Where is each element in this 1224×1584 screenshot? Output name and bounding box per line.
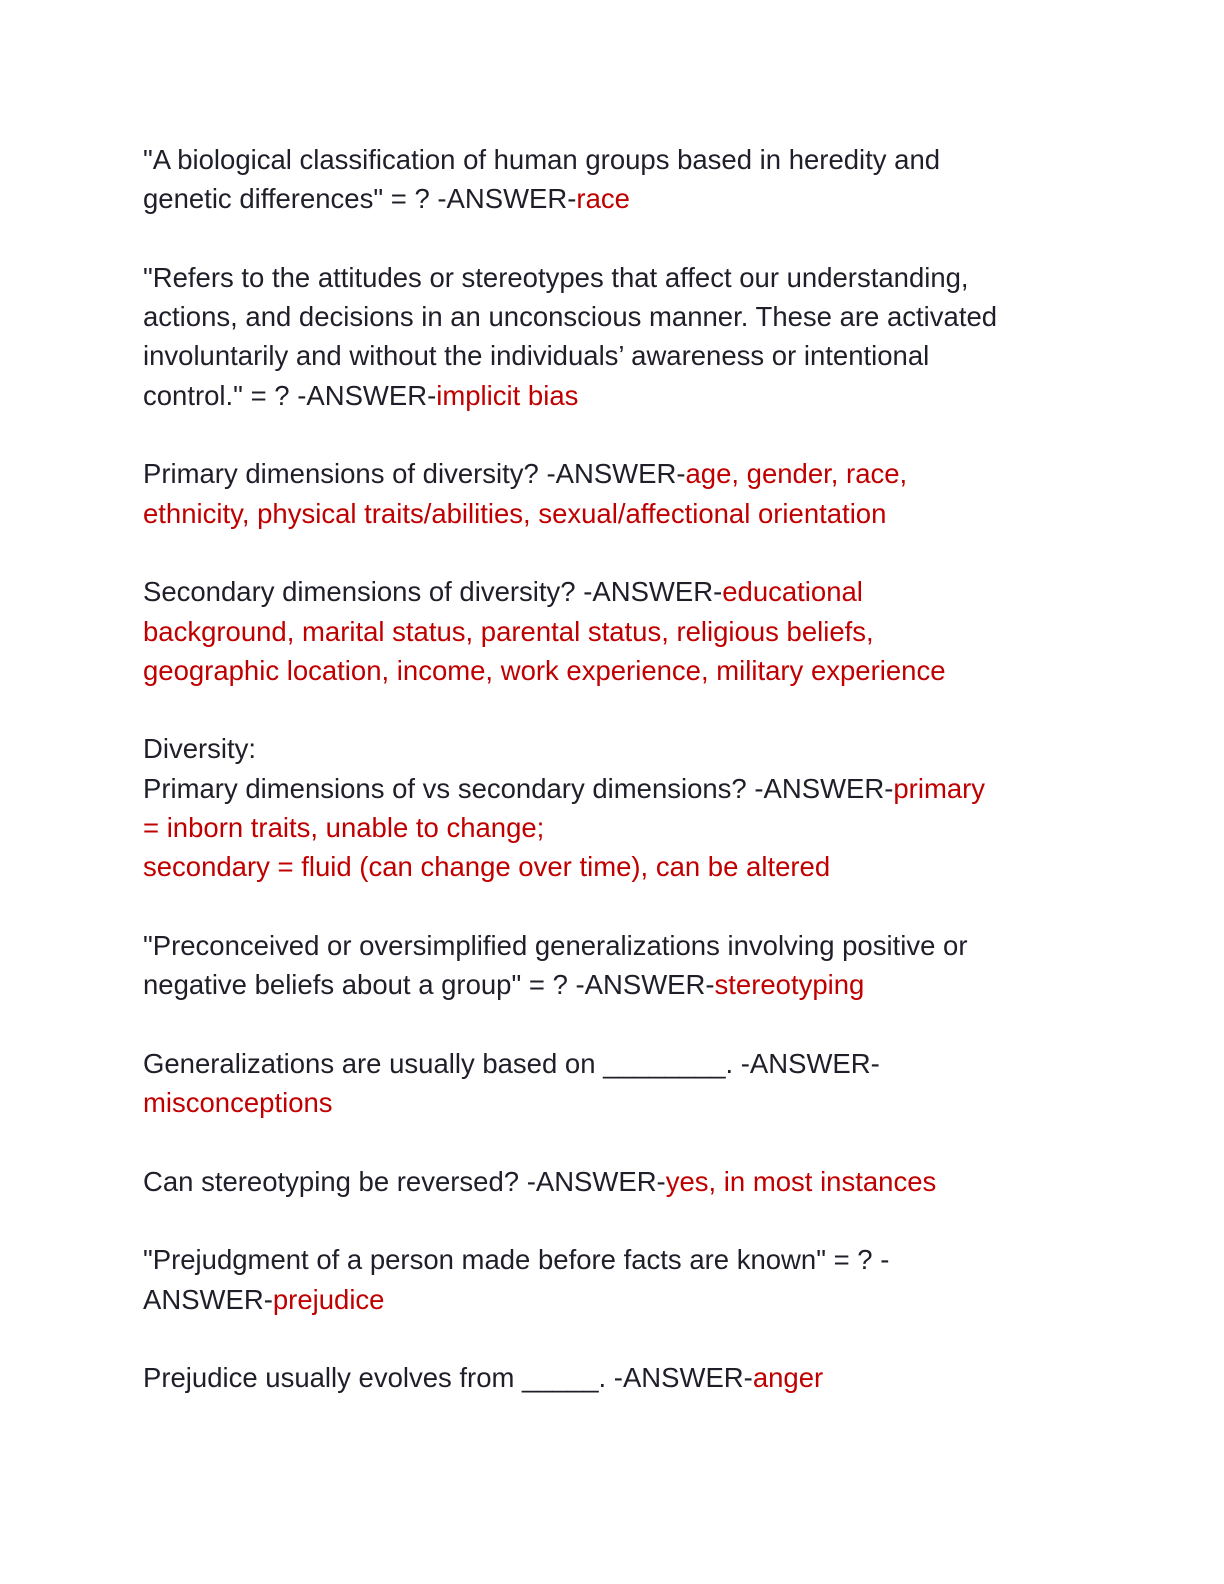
answer-text: yes, in most instances [665,1165,937,1197]
qa-item [143,1358,1083,1397]
text-line [143,494,1083,533]
qa-item [143,1162,1083,1201]
answer-text: educational [722,576,863,608]
answer-text: geographic location, income, work experience, military experience [143,654,946,686]
qa-item [143,140,1083,219]
qa-item [143,454,1083,533]
qa-item [143,258,1083,415]
text-line [143,140,1083,179]
text-line [143,1280,1083,1319]
answer-text: implicit bias [436,379,579,411]
question-text: negative beliefs about a group" = ? -ANSWER- [143,969,715,1001]
question-text: Generalizations are usually based on ________. -ANSWER- [143,1047,880,1079]
text-line [143,258,1083,297]
question-text: "Prejudgment of a person made before facts are known" = ? - [143,1244,890,1276]
answer-text: stereotyping [714,969,865,1001]
text-line [143,572,1083,611]
text-line [143,1240,1083,1279]
question-text: Can stereotyping be reversed? -ANSWER- [143,1165,666,1197]
answer-text: ethnicity, physical traits/abilities, sexual/affectional orientation [143,497,887,529]
answer-text: age, gender, race, [685,458,908,490]
text-line [143,1044,1083,1083]
question-text: "Refers to the attitudes or stereotypes that affect our understanding, [143,261,969,293]
answer-text: misconceptions [143,1087,333,1119]
text-line [143,376,1083,415]
answer-text: race [576,183,630,215]
question-text: Primary dimensions of diversity? -ANSWER- [143,458,686,490]
text-line [143,179,1083,218]
text-line [143,1083,1083,1122]
answer-text: prejudice [272,1283,385,1315]
text-line [143,336,1083,375]
text-line [143,847,1083,886]
question-text: control." = ? -ANSWER- [143,379,437,411]
question-text: ANSWER- [143,1283,273,1315]
qa-item [143,1240,1083,1319]
question-text: "A biological classification of human groups based in heredity and [143,144,941,175]
answer-text: primary [893,772,986,804]
qa-item [143,729,1083,886]
answer-text: background, marital status, parental status, religious beliefs, [143,615,874,647]
question-text: Prejudice usually evolves from _____. -ANSWER- [143,1362,753,1394]
answer-text: secondary = fluid (can change over time), can be altered [143,851,831,883]
text-line [143,454,1083,493]
text-line [143,651,1083,690]
question-text: "Preconceived or oversimplified generalizations involving positive or [143,929,968,961]
text-line [143,769,1083,808]
qa-item [143,926,1083,1005]
question-text: actions, and decisions in an unconscious manner. These are activated [143,301,998,333]
question-text: involuntarily and without the individuals’ awareness or intentional [143,340,930,372]
question-text: Secondary dimensions of diversity? -ANSWER- [143,576,723,608]
text-line [143,808,1083,847]
text-line [143,729,1083,768]
question-text: Primary dimensions of vs secondary dimensions? -ANSWER- [143,772,894,804]
question-text: Diversity: [143,733,257,765]
text-line [143,965,1083,1004]
question-text: genetic differences" = ? -ANSWER- [143,183,577,215]
text-line [143,926,1083,965]
answer-text: = inborn traits, unable to change; [143,812,545,844]
text-line [143,297,1083,336]
qa-item [143,1044,1083,1123]
text-line [143,1162,1083,1201]
text-line [143,612,1083,651]
flashcard-list [143,140,1083,1437]
qa-item [143,572,1083,690]
answer-text: anger [752,1362,824,1394]
text-line [143,1358,1083,1397]
